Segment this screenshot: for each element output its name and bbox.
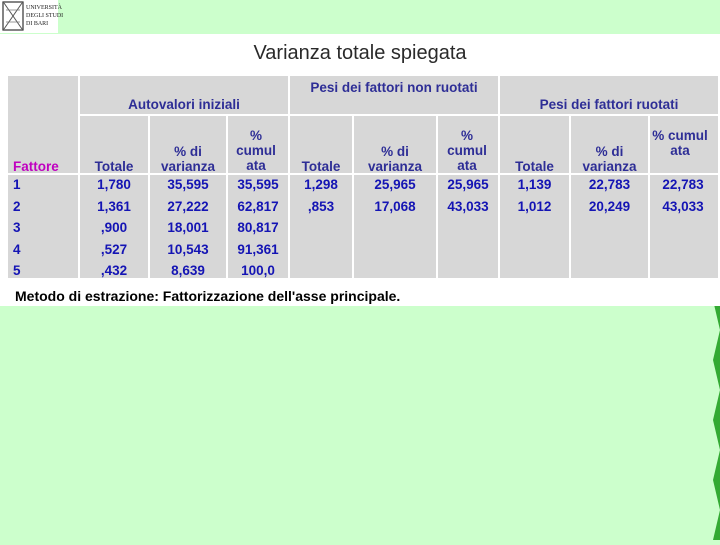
col-header-total-1: Totale bbox=[94, 159, 134, 174]
factor-label: 5 bbox=[13, 263, 21, 278]
col-header-factor: Fattore bbox=[13, 159, 59, 174]
group-header-initial: Autovalori iniziali bbox=[128, 97, 240, 112]
table-cell: 1,361 bbox=[97, 198, 131, 214]
col-header-total-3: Totale bbox=[515, 159, 554, 174]
col-header-var-3: % di varianza bbox=[582, 144, 637, 174]
group-header-unrotated: Pesi dei fattori non ruotati bbox=[310, 80, 478, 95]
col-header-cum-1: % cumul ata bbox=[236, 128, 276, 173]
table-cell: 20,249 bbox=[588, 198, 631, 214]
col-header-cum-3: % cumul ata bbox=[652, 128, 708, 158]
factor-label: 4 bbox=[13, 241, 21, 257]
svg-text:DEGLI STUDI: DEGLI STUDI bbox=[26, 13, 64, 19]
table-cell: 17,068 bbox=[374, 198, 416, 214]
factor-label: 1 bbox=[13, 177, 21, 192]
content-panel bbox=[0, 34, 720, 306]
table-cell: 25,965 bbox=[374, 177, 416, 192]
table-cell: 43,033 bbox=[447, 198, 489, 214]
table-cell: 100,0 bbox=[241, 263, 275, 278]
table-cell: 43,033 bbox=[662, 198, 704, 214]
table-cell: 91,361 bbox=[237, 241, 279, 257]
table-cell: ,527 bbox=[100, 241, 128, 257]
table-cell: 27,222 bbox=[167, 198, 209, 214]
table-cell: 18,001 bbox=[167, 220, 209, 235]
svg-text:DI BARI: DI BARI bbox=[26, 21, 49, 27]
table-cell: ,900 bbox=[100, 220, 128, 235]
table-cell: ,853 bbox=[307, 198, 335, 214]
table-cell: 1,780 bbox=[97, 177, 131, 192]
table-cell: 1,298 bbox=[304, 177, 338, 192]
table-cell: 35,595 bbox=[167, 177, 209, 192]
table-cell: 80,817 bbox=[237, 220, 279, 235]
table-cell: 22,783 bbox=[662, 177, 704, 192]
variance-table bbox=[8, 76, 718, 278]
table-cell: 35,595 bbox=[237, 177, 279, 192]
col-header-var-1: % di varianza bbox=[160, 144, 216, 174]
col-header-cum-2: % cumul ata bbox=[447, 128, 487, 173]
factor-label: 2 bbox=[13, 198, 21, 214]
table-cell: 25,965 bbox=[447, 177, 489, 192]
table-cell: 62,817 bbox=[237, 198, 279, 214]
table-cell: 1,139 bbox=[517, 177, 552, 192]
factor-label: 3 bbox=[13, 220, 21, 235]
table-cell: 22,783 bbox=[588, 177, 631, 192]
group-header-rotated: Pesi dei fattori ruotati bbox=[539, 97, 679, 112]
table-cell: ,432 bbox=[100, 263, 128, 278]
svg-text:UNIVERSITÀ: UNIVERSITÀ bbox=[26, 5, 62, 11]
green-side-decoration bbox=[710, 270, 720, 540]
page-title: Varianza totale spiegata bbox=[253, 42, 467, 64]
col-header-total-2: Totale bbox=[301, 159, 341, 174]
table-cell: 10,543 bbox=[167, 241, 209, 257]
university-logo bbox=[0, 0, 64, 33]
col-header-var-2: % di varianza bbox=[367, 144, 423, 174]
table-cell: 1,012 bbox=[517, 198, 552, 214]
extraction-method-note: Metodo di estrazione: Fattorizzazione dell'asse principale. bbox=[15, 288, 401, 304]
table-cell: 8,639 bbox=[171, 263, 205, 278]
